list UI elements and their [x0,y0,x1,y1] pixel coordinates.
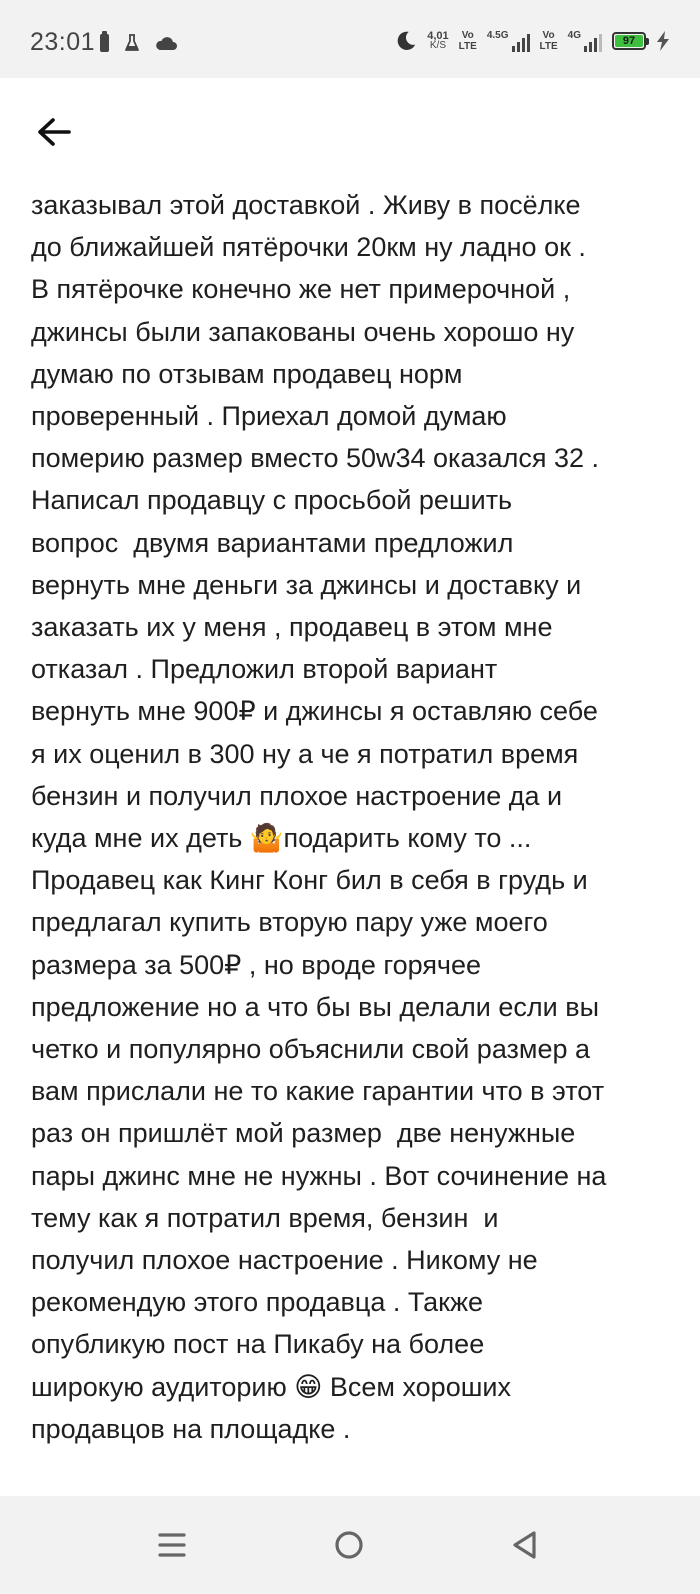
sim2-volte [540,30,558,52]
status-time: 23:01 [30,28,96,56]
sim2-vo-label: Vo [542,30,555,41]
review-text-line: В пятёрочке конечно же нет примерочной , [31,274,571,305]
back-nav-button[interactable] [498,1518,552,1572]
review-text-line: вопрос двумя вариантами предложил [31,527,514,558]
review-text-line: до ближайшей пятёрочки 20км ну ладно ок . [31,232,586,263]
review-text-line: бензин и получил плохое настроение да и [31,780,563,811]
home-circle-icon [333,1529,365,1561]
battery-small-icon [100,34,109,52]
signal-icon [568,30,602,52]
battery-level: 97 [615,35,643,47]
sim2-network-label: 4G [567,30,581,41]
review-text-line: джинсы были запакованы очень хорошо ну [31,316,575,347]
network-speed-unit: K/S [429,40,446,51]
back-triangle-icon [510,1529,540,1561]
charging-bolt-icon [656,31,670,51]
review-text-line: размера за 500₽ , но вроде горячее [31,949,482,980]
sim1-volte [459,30,477,52]
review-text-line: отказал . Предложил второй вариант [31,654,498,685]
review-text-line: получил плохое настроение . Никому не [31,1245,538,1276]
signal-icon [487,30,530,52]
review-text-line: рекомендую этого продавца . Также [31,1287,484,1318]
review-text-line: вернуть мне 900₽ и джинсы я оставляю себе [31,696,598,727]
review-text-line: четко и популярно объяснили свой размер а [31,1034,591,1065]
review-text [31,184,686,1450]
home-button[interactable] [322,1518,376,1572]
review-text-line: вам прислали не то какие гарантии что в этот [31,1076,605,1107]
review-text-line: Написал продавцу с просьбой решить [31,485,513,516]
review-text-line: предложение но а что бы вы делали если вы [31,991,599,1022]
review-text-line: Продавец как Кинг Конг бил в себя в грудь и [31,865,588,896]
review-text-line: широкую аудиторию 😁 Всем хороших [31,1371,511,1402]
network-speed [427,31,448,51]
navigation-bar [0,1496,700,1594]
review-text-line: пары джинс мне не нужны . Вот сочинение на [31,1160,607,1191]
sim2-lte-label: LTE [539,41,558,52]
review-text-line: проверенный . Приехал домой думаю [31,401,507,432]
sim1-network-label: 4.5G [486,30,509,41]
review-text-line: предлагал купить вторую пару уже моего [31,907,548,938]
status-left-icons [100,30,177,56]
review-text-line: думаю по отзывам продавец норм [31,358,463,389]
back-button[interactable] [28,108,80,156]
review-text-line: я их оценил в 300 ну а че я потратил время [31,738,579,769]
review-text-line: тему как я потратил время, бензин и [31,1202,499,1233]
review-text-line: заказывал этой доставкой . Живу в посёлке [31,190,581,220]
review-text-line: опубликую пост на Пикабу на более [31,1329,485,1360]
review-text-line: раз он пришлёт мой размер две ненужные [31,1118,576,1149]
cloud-icon [155,35,177,51]
status-right-icons [395,26,670,56]
review-text-line: куда мне их деть 🤷подарить кому то ... [31,823,532,854]
network-speed-value: 4,01 [427,30,449,42]
recent-apps-button[interactable] [145,1518,199,1572]
review-text-line: продавцов на площадке . [31,1413,351,1444]
flask-icon [125,34,139,52]
moon-icon [395,30,417,52]
battery-icon [612,32,646,50]
review-text-line: померию размер вместо 50w34 оказался 32 . [31,443,599,474]
sim1-lte-label: LTE [458,41,477,52]
menu-icon [157,1531,187,1559]
sim1-vo-label: Vo [461,30,474,41]
status-bar [0,0,700,78]
review-text-line: заказать их у меня , продавец в этом мне [31,612,553,643]
review-text-line: вернуть мне деньги за джинсы и доставку и [31,569,582,600]
arrow-left-icon [37,117,71,147]
